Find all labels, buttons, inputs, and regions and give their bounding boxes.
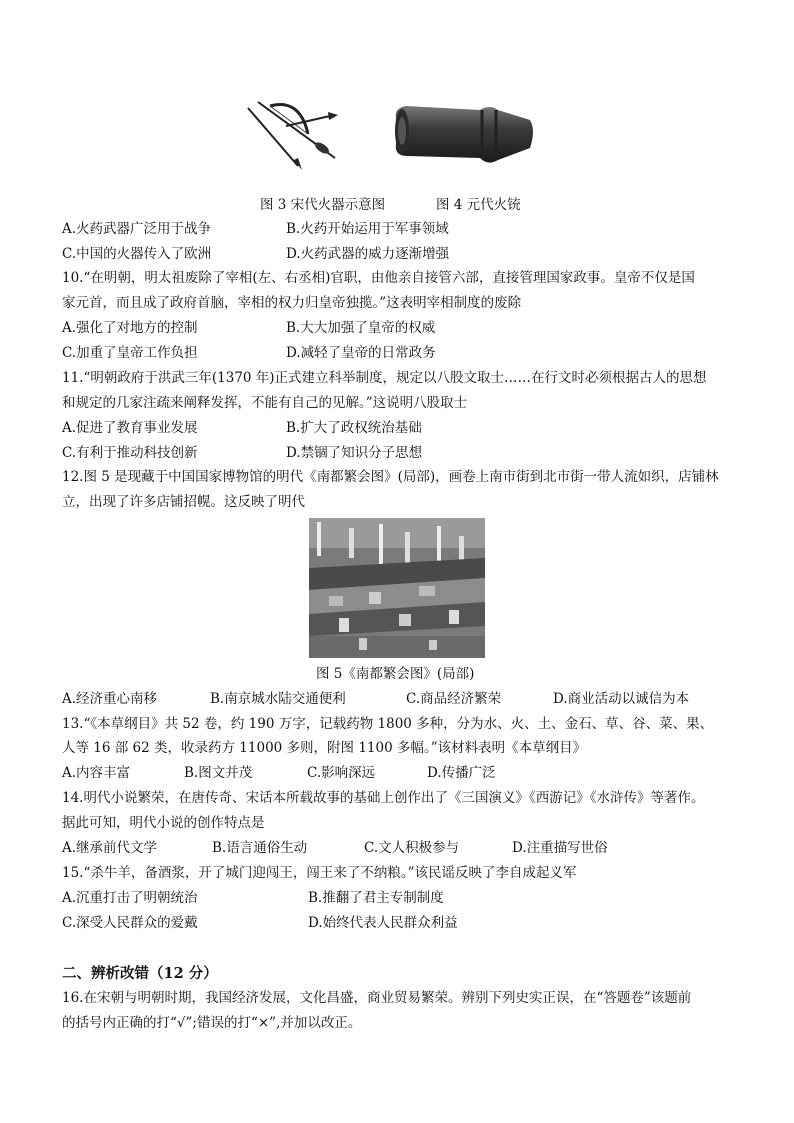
q13-option-d: D.传播广泛 <box>427 765 496 781</box>
q10-option-d: D.减轻了皇帝的日常政务 <box>286 345 436 361</box>
q14-option-a: A.继承前代文学 <box>62 840 158 856</box>
q11-option-c: C.有利于推动科技创新 <box>62 445 198 461</box>
q11-stem-line2: 和规定的几家注疏来阐释发挥，不能有自己的见解。”这说明八股取士 <box>62 395 468 411</box>
q10-stem-line1: 10.“在明朝，明太祖废除了宰相(左、右丞相)官职，由他亲自接管六部，直接管理国家政事。皇帝不仅是国 <box>62 270 695 286</box>
q13-option-c: C.影响深远 <box>307 765 376 781</box>
q16-stem-line2: 的括号内正确的打“√”;错误的打“×”,并加以改正。 <box>62 1015 362 1031</box>
q10-stem-line2: 家元首，而且成了政府首脑，宰相的权力归皇帝独揽。”这表明宰相制度的废除 <box>62 295 522 311</box>
figure-5-nandu-fanhui-painting <box>309 518 485 658</box>
q15-stem-line1: 15.“杀牛羊，备酒浆，开了城门迎闯王，闯王来了不纳粮。”该民谣反映了李自成起义军 <box>62 865 577 881</box>
q16-stem-line1: 16.在宋朝与明朝时期，我国经济发展，文化昌盛，商业贸易繁荣。辨别下列史实正误，在“答题卷”该题前 <box>62 990 692 1006</box>
q13-option-a: A.内容丰富 <box>62 765 131 781</box>
q12-option-c: C.商品经济繁荣 <box>406 691 502 707</box>
q15-option-b: B.推翻了君主专制制度 <box>308 890 444 906</box>
section-2-title: 二、辨析改错（12 分） <box>62 965 218 982</box>
figure-4-caption: 图 4 元代火铳 <box>436 197 521 213</box>
q13-option-b: B.图文并茂 <box>184 765 253 781</box>
q15-option-a: A.沉重打击了明朝统治 <box>62 890 198 906</box>
figure-5-caption: 图 5《南都繁会图》(局部) <box>316 666 475 682</box>
q12-stem-line2: 立，出现了许多店铺招幌。这反映了明代 <box>62 494 305 510</box>
q13-stem-line2: 人等 16 部 62 类，收录药方 11000 多则，附图 1100 多幅。”该材料表明《本草纲目》 <box>62 740 587 756</box>
q9-option-c: C.中国的火器传入了欧洲 <box>62 246 212 262</box>
q15-option-d: D.始终代表人民群众利益 <box>308 915 458 931</box>
q10-option-c: C.加重了皇帝工作负担 <box>62 345 198 361</box>
q15-option-c: C.深受人民群众的爱戴 <box>62 915 198 931</box>
q14-stem-line2: 据此可知，明代小说的创作特点是 <box>62 815 265 831</box>
q11-option-a: A.促进了教育事业发展 <box>62 420 198 436</box>
q14-option-b: B.语言通俗生动 <box>212 840 308 856</box>
q11-option-b: B.扩大了政权统治基础 <box>286 420 422 436</box>
q10-option-b: B.大大加强了皇帝的权威 <box>286 320 436 336</box>
q12-option-b: B.南京城水陆交通便利 <box>210 691 346 707</box>
figure-3-caption: 图 3 宋代火器示意图 <box>260 197 386 213</box>
q14-option-c: C.文人积极参与 <box>364 840 460 856</box>
q10-option-a: A.强化了对地方的控制 <box>62 320 198 336</box>
q14-option-d: D.注重描写世俗 <box>512 840 608 856</box>
q9-option-b: B.火药开始运用于军事领域 <box>286 221 449 237</box>
q14-stem-line1: 14.明代小说繁荣，在唐传奇、宋话本所载故事的基础上创作出了《三国演义》《西游记》《水浒传》等著作。 <box>62 790 705 806</box>
q11-stem-line1: 11.“明朝政府于洪武三年(1370 年)正式建立科举制度，规定以八股文取士……在行文时必须根据古人的思想 <box>62 370 707 386</box>
q12-option-a: A.经济重心南移 <box>62 691 158 707</box>
figure-3-song-fire-weapons <box>240 96 350 176</box>
q12-stem-line1: 12.图 5 是现藏于中国国家博物馆的明代《南都繁会图》(局部)，画卷上南市街到北市街一带人流如织，店铺林 <box>62 469 719 485</box>
q9-option-a: A.火药武器广泛用于战争 <box>62 221 212 237</box>
q11-option-d: D.禁锢了知识分子思想 <box>286 445 423 461</box>
figure-4-yuan-hand-cannon <box>390 100 538 172</box>
q12-option-d: D.商业活动以诚信为本 <box>553 691 690 707</box>
q9-option-d: D.火药武器的威力逐渐增强 <box>286 246 450 262</box>
q13-stem-line1: 13.“《本草纲目》共 52 卷，约 190 万字，记载药物 1800 多种，分为水、火、土、金石、草、谷、菜、果、 <box>62 716 714 732</box>
